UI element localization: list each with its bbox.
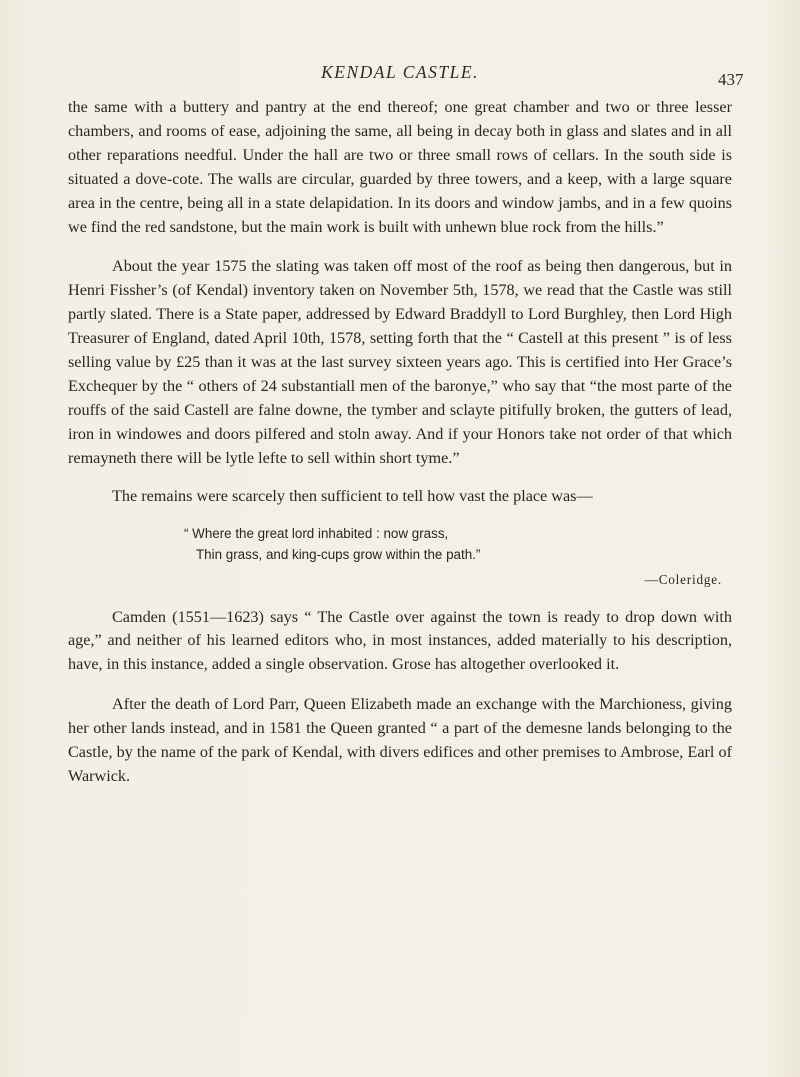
quote-attribution: —Coleridge.	[644, 571, 722, 587]
paragraph-slating: About the year 1575 the slating was taken off most of the roof as being then dangerous, but in Henri Fissher’s (of Kendal) inventory taken on November 5th, 1578, we read that the Castle was still partly slated. There is a State paper, addressed by Edward Braddyll to Lord Burghley, then Lord High Treasurer of England, dated April 10th, 1578, setting forth that the “ Castell at this present ” is of less selling value by £25 than it was at the last survey sixteen years ago. This is certified into Her Grace’s Exchequer by the “ others of 24 substantiall men of the baronye,” who say that “the most parte of the rouffs of the said Castell are falne downe, the tymber and sclayte pitifully broken, the gutters of lead, iron in windowes and doors pilfered and stoln away. And if your Honors take not order of that which remayneth there will be lytle lefte to sell within short tyme.”	[68, 257, 732, 467]
running-title: KENDAL CASTLE.	[321, 62, 479, 82]
paragraph-remains: The remains were scarcely then sufficient to tell how vast the place was—	[112, 486, 593, 505]
paragraph-camden: Camden (1551—1623) says “ The Castle over against the town is ready to drop down with age,” and neither of his learned editors who, in most instances, added materially to his description, have, in this instance, added a single observation. Grose has altogether overlooked it.	[68, 607, 732, 674]
paragraph-continuation: the same with a buttery and pantry at the end thereof; one great chamber and two or three lesser chambers, and rooms of ease, adjoining the same, all being in decay both in glass and slates and in all other reparations needful. Under the hall are two or three small rows of cellars. In the south side is situated a dove-cote. The walls are circular, guarded by three towers, and a keep, with a large square area in the centre, being all in a state delapidation. In its doors and window jambs, and in a few quoins we find the red sandstone, but the main work is built with unhewn blue rock from the hills.”	[68, 98, 732, 236]
page-number: 437	[718, 70, 744, 89]
quote-line-1: “ Where the great lord inhabited : now grass,	[184, 525, 449, 541]
quote-line-2: Thin grass, and king-cups grow within the path.”	[196, 546, 481, 562]
body-text	[68, 96, 732, 789]
paragraph-parr: After the death of Lord Parr, Queen Elizabeth made an exchange with the Marchioness, giving her other lands instead, and in 1581 the Queen granted “ a part of the demesne lands belonging to the Castle, by the name of the park of Kendal, with divers edifices and other premises to Ambrose, Earl of Warwick.	[68, 695, 732, 785]
verse-quotation	[68, 523, 732, 590]
